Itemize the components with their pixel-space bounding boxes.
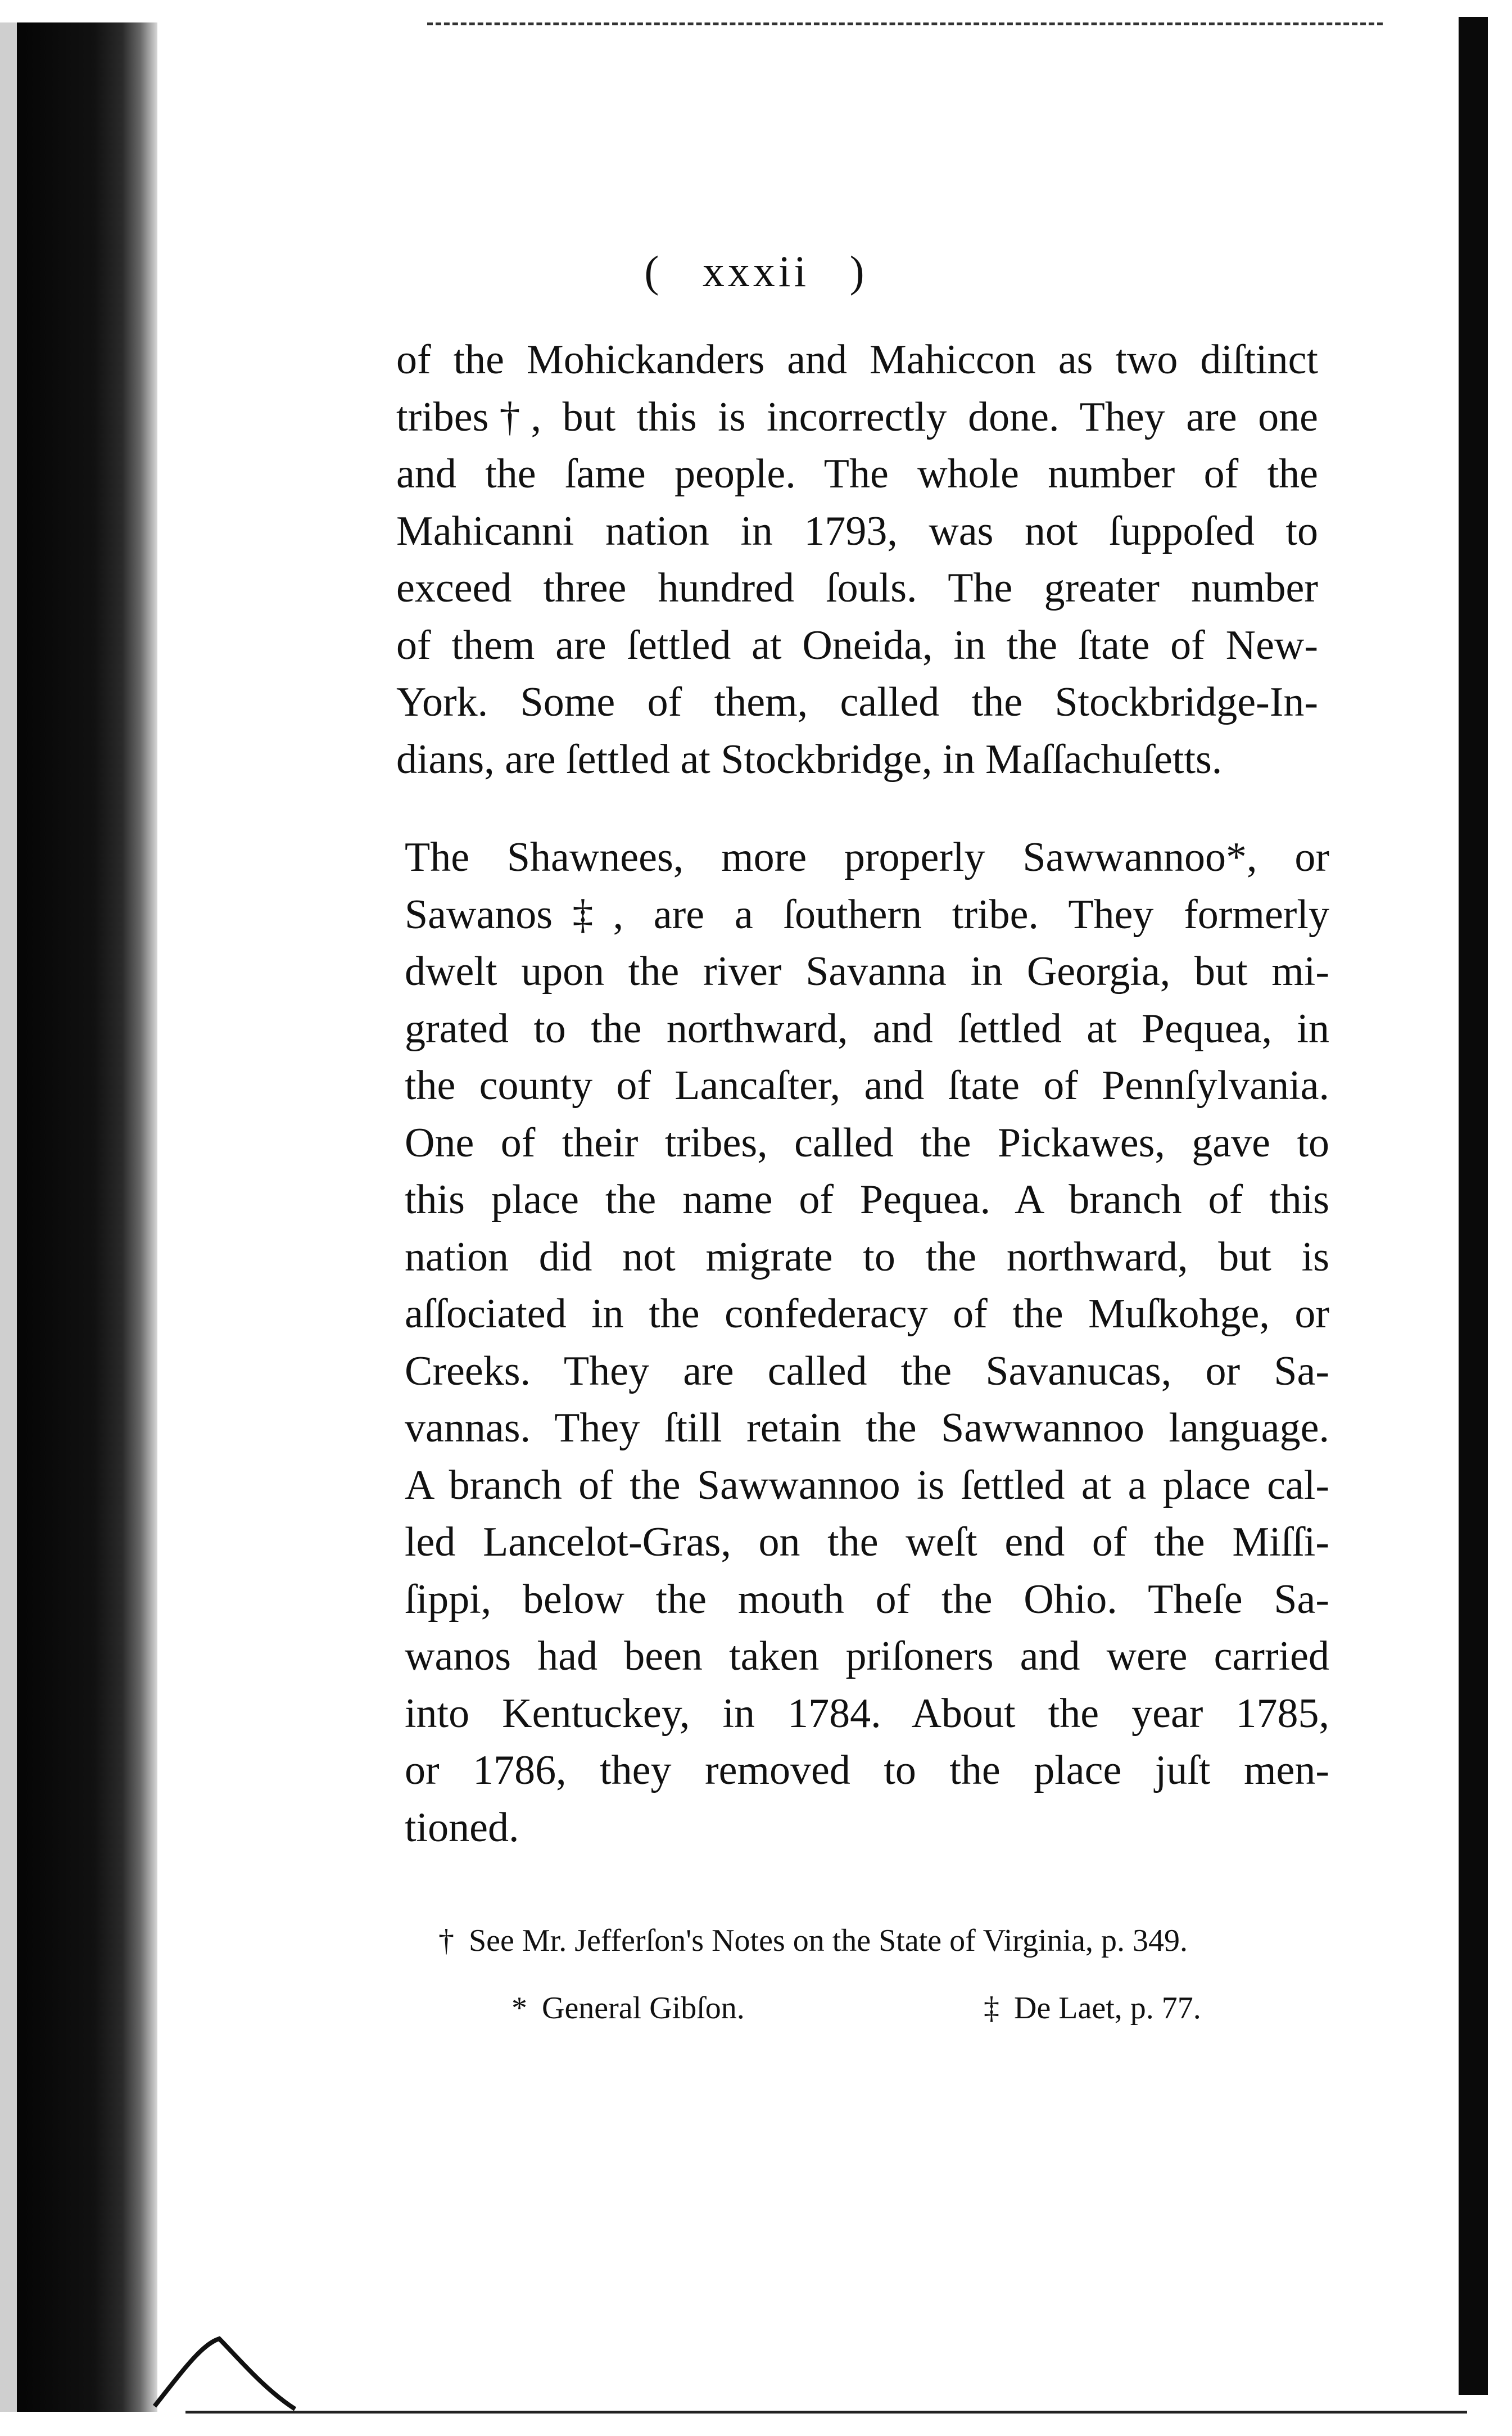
text-line: the county of Lancaſter, and ſtate of Pennſylvania. — [405, 1063, 1329, 1109]
scan-top-rule — [427, 22, 1383, 25]
text-line: One of their tribes, called the Pickawes, gave to — [405, 1119, 1329, 1166]
text-line: led Lancelot-Gras, on the weſt end of the Miſſi- — [405, 1519, 1329, 1565]
page-corner-curl — [152, 2333, 298, 2412]
scan-bottom-rule — [185, 2411, 1467, 2414]
footnote-mark: † — [438, 1923, 454, 1958]
text-line: A branch of the Sawwannoo is ſettled at a place cal- — [405, 1462, 1329, 1508]
footnote-mark: * — [511, 1991, 527, 2026]
paragraph-shawnees — [405, 829, 1329, 1856]
footnote-dagger — [438, 1923, 1188, 1959]
text-line: grated to the northward, and ſettled at Pequea, in — [405, 1005, 1329, 1052]
footnote-asterisk — [511, 1990, 745, 2026]
text-line: ſippi, below the mouth of the Ohio. Theſe Sa- — [405, 1576, 1329, 1623]
text-line: wanos had been taken priſoners and were carried — [405, 1633, 1329, 1679]
text-line: dwelt upon the river Savanna in Georgia, but mi- — [405, 948, 1329, 995]
text-line: nation did not migrate to the northward, but is — [405, 1233, 1329, 1280]
text-line: into Kentuckey, in 1784. About the year 1785, — [405, 1690, 1329, 1737]
text-line: vannas. They ſtill retain the Sawwannoo language. — [405, 1405, 1329, 1451]
page-header-open-paren: ( — [644, 247, 663, 296]
footnote-mark: ‡ — [984, 1991, 999, 2026]
text-line: and the ſame people. The whole number of the — [396, 451, 1318, 497]
text-line: York. Some of them, called the Stockbridge-In- — [396, 679, 1318, 725]
scan-right-edge-bar — [1459, 17, 1488, 2395]
text-line: Sawanos‡, are a ſouthern tribe. They formerly — [405, 891, 1329, 938]
footnote-text: De Laet, p. 77. — [1014, 1991, 1201, 2026]
text-line: or 1786, they removed to the place juſt men- — [405, 1747, 1329, 1793]
text-line: of them are ſettled at Oneida, in the ſtate of New- — [396, 622, 1318, 668]
paragraph-mahicanni — [396, 332, 1318, 788]
footnote-double-dagger — [984, 1990, 1201, 2026]
page-header — [0, 246, 1512, 297]
page-number: xxxii — [702, 247, 810, 296]
text-line: tribes†, but this is incorrectly done. They are one — [396, 394, 1318, 440]
text-line: dians, are ſettled at Stockbridge, in Maſſachuſetts. — [396, 736, 1223, 783]
text-line: Mahicanni nation in 1793, was not ſuppoſed to — [396, 508, 1318, 554]
text-line: The Shawnees, more properly Sawwannoo*, or — [405, 834, 1329, 880]
text-line: tioned. — [405, 1804, 519, 1851]
text-line: this place the name of Pequea. A branch of this — [405, 1177, 1329, 1223]
footnote-text: General Gibſon. — [542, 1991, 745, 2026]
text-line: exceed three hundred ſouls. The greater number — [396, 565, 1318, 611]
text-line: of the Mohickanders and Mahiccon as two diſtinct — [396, 337, 1318, 383]
page-header-close-paren: ) — [849, 247, 868, 296]
text-line: Creeks. They are called the Savanucas, or Sa- — [405, 1348, 1329, 1394]
text-line: aſſociated in the confederacy of the Muſkohge, or — [405, 1291, 1329, 1337]
footnote-text: See Mr. Jefferſon's Notes on the State of Virginia, p. 349. — [469, 1923, 1188, 1958]
scan-spine-shadow — [17, 22, 157, 2412]
